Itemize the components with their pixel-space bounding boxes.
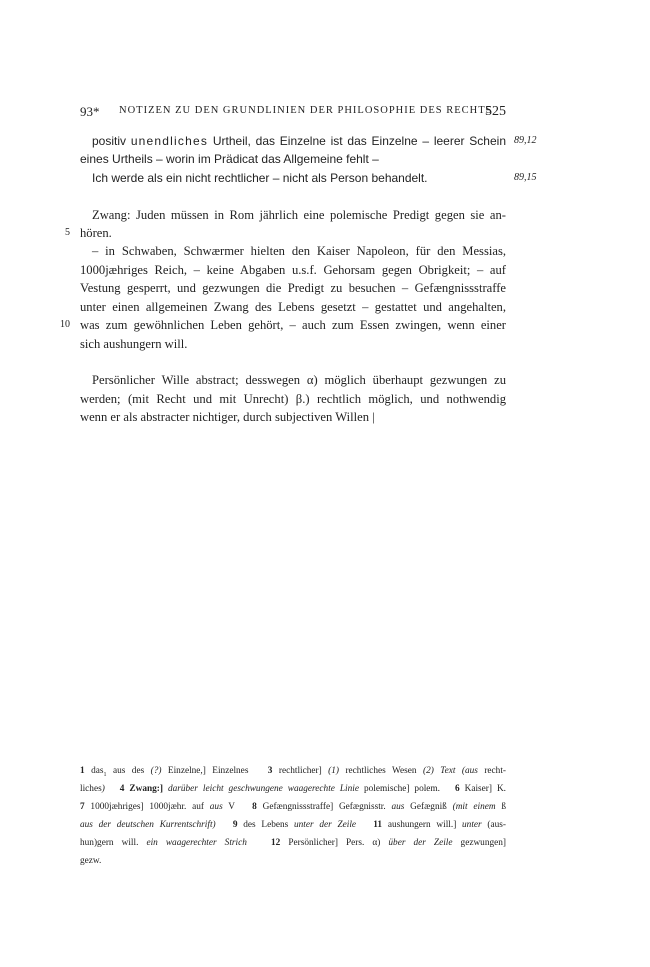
text-line: Persönlicher Wille abstract; desswegen α) möglich überhaupt gezwungen zu [92,373,506,387]
header-title: NOTIZEN ZU DEN GRUNDLINIEN DER PHILOSOPHIE DES RECHTS [119,105,493,116]
text-line: eines Urtheils – worin im Prädicat das Allgemeine fehlt – [80,152,379,166]
text-line: Zwang: Juden müssen in Rom jährlich eine polemische Predigt gegen sie an- [92,208,506,222]
text-line: sich aushungern will. [80,337,188,351]
text-line: werden; (mit Recht und mit Unrecht) β.) rechtlich möglich, und nothwendig [80,392,506,406]
line-number: 5 [65,227,70,238]
text-line: positiv unendliches Urtheil, das Einzelne ist das Einzelne – leerer Schein [92,134,506,148]
text-line: was zum gewöhnlichen Leben gehört, – auch zum Essen zwingen, wenn einer [80,318,506,332]
critical-apparatus [80,762,506,870]
text-line: wenn er als abstracter nichtiger, durch subjectiven Willen | [80,410,375,424]
page-number: 525 [485,104,506,119]
running-header [80,104,506,124]
apparatus-line: aus der deutschen Kurrentschrift) 9 des Lebens unter der Zeile 11 aushungern will.] unter (aus- [80,820,506,830]
text-line: unter einen allgemeinen Zwang des Lebens gesetzt – gestattet und angehalten, [80,300,506,314]
text-line: Ich werde als ein nicht rechtlicher – nicht als Person behandelt. [92,171,428,185]
apparatus-line: 1 das$_1$ aus des (?) Einzelne,] Einzelnes 3 rechtlicher] (1) rechtliches Wesen (2) Text (aus recht- [80,766,506,778]
text-line: 1000jæhriges Reich, – keine Abgaben u.s.f. Gehorsam gegen Obrigkeit; – auf [80,263,506,277]
apparatus-line: hun)gern will. ein waagerechter Strich 12 Persönlicher] Pers. α) über der Zeile gezwungen] [80,838,506,848]
text-line: Vestung gesperrt, und gezwungen die Predigt zu besuchen – Gefængnissstraffe [80,281,506,295]
apparatus-line: gezw. [80,856,102,866]
line-number: 10 [60,319,70,330]
margin-reference: 89,15 [514,172,537,183]
apparatus-line: liches) 4 Zwang:] darüber leicht geschwungene waagerechte Linie polemische] polem. 6 Kaiser] K. [80,784,506,794]
text-line: hören. [80,226,112,240]
header-page-ref: 93* [80,104,100,119]
apparatus-line: 7 1000jæhriges] 1000jæhr. auf aus V 8 Gefængnissstraffe] Gefægnisstr. aus Gefægniß (mit einem ß [80,802,506,812]
margin-reference: 89,12 [514,135,537,146]
text-line: – in Schwaben, Schwærmer hielten den Kaiser Napoleon, für den Messias, [92,244,506,258]
